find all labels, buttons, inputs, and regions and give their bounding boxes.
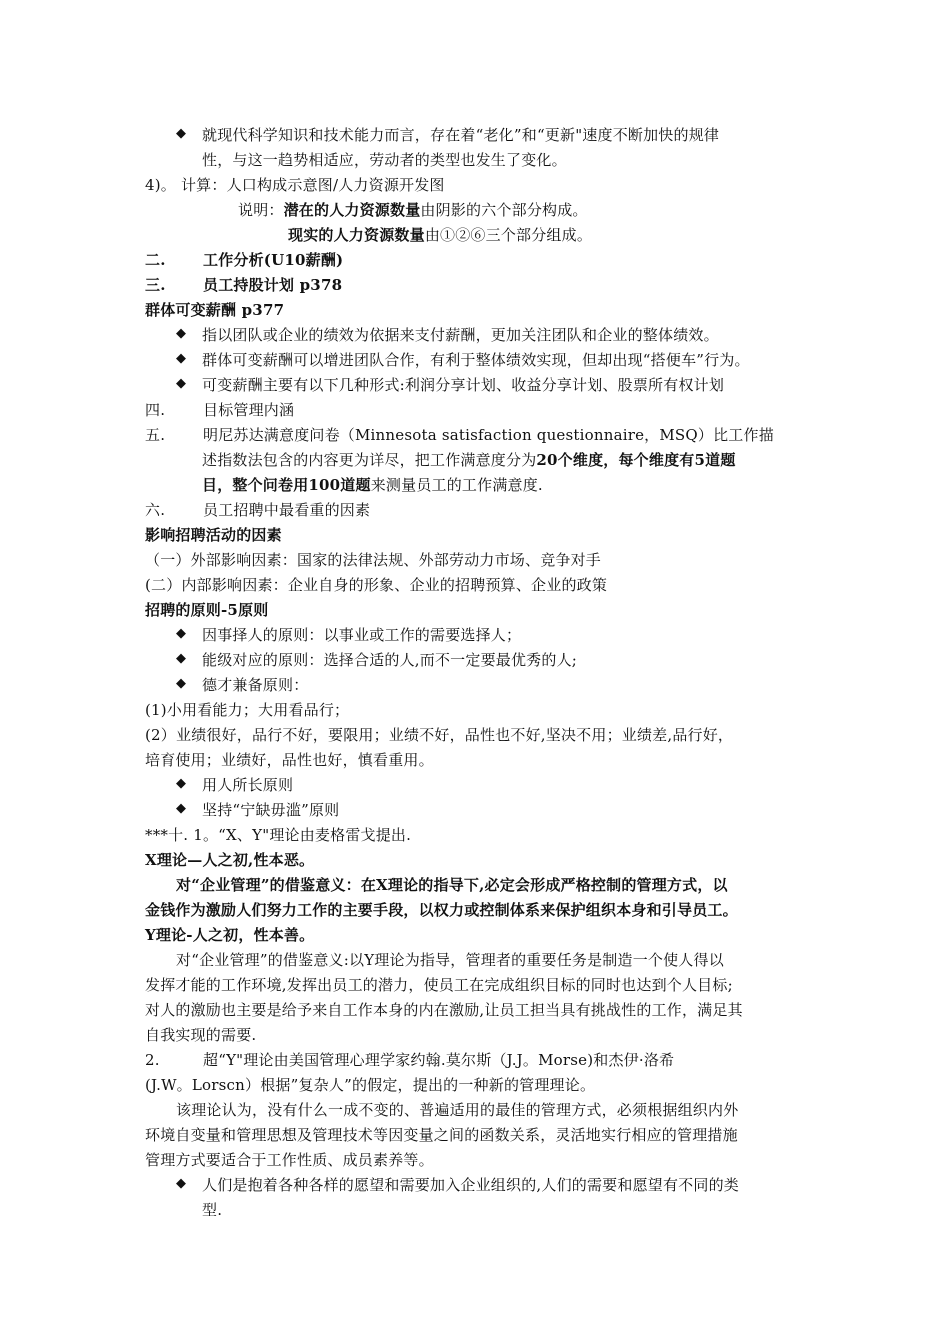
text-line: 能级对应的原则：选择合适的人,而不一定要最优秀的人; (202, 651, 578, 669)
note-line (238, 199, 588, 221)
text-line: 用人所长原则 (202, 776, 294, 794)
section-title: 员工招聘中最看重的因素 (203, 501, 371, 519)
paragraph-line: 自我实现的需要. (145, 1026, 257, 1044)
text-line: 人们是抱着各种各样的愿望和需要加入企业组织的,人们的需要和愿望有不同的类 (202, 1176, 739, 1194)
diamond-bullet-icon: ◆ (176, 626, 186, 641)
text-line: 型. (202, 1201, 223, 1219)
section-number: 三. (145, 276, 166, 294)
diamond-bullet-icon: ◆ (176, 776, 186, 791)
text-line (202, 474, 543, 496)
section-heading (145, 499, 370, 521)
text-line: (二）内部影响因素：企业自身的形象、企业的招聘预算、企业的政策 (145, 576, 608, 594)
text-line (202, 449, 736, 471)
bold-term: 现实的人力资源数量 (288, 226, 425, 244)
text-line: 性，与这一趋势相适应，劳动者的类型也发生了变化。 (202, 151, 567, 169)
section-title: 员工持股计划 p378 (203, 276, 343, 294)
text-line: 因事择人的原则：以事业或工作的需要选择人； (202, 626, 522, 644)
paragraph-line: 发挥才能的工作环境,发挥出员工的潜力，使员工在完成组织目标的同时也达到个人目标; (145, 976, 733, 994)
text-line: (2）业绩很好，品行不好，要限用；业绩不好，品性也不好,坚决不用；业绩差,品行好， (145, 726, 734, 744)
bold-term: 20个维度，每个维度有5道题 (536, 451, 736, 469)
section-title: 工作分析(U10薪酬) (203, 251, 344, 269)
subheading: 影响招聘活动的因素 (145, 526, 282, 544)
text-line: 培育使用；业绩好，品性也好，慎看重用。 (145, 751, 434, 769)
text-line: 群体可变薪酬可以增进团队合作，有利于整体绩效实现，但却出现“搭便车”行为。 (202, 351, 750, 369)
section-heading (145, 1049, 674, 1071)
note-text: 由①②⑥三个部分组成。 (424, 226, 593, 244)
section-heading (145, 424, 774, 446)
diamond-bullet-icon: ◆ (176, 326, 186, 341)
subheading: 群体可变薪酬 p377 (145, 301, 285, 319)
section-title: 目标管理内涵 (203, 401, 295, 419)
diamond-bullet-icon: ◆ (176, 376, 186, 391)
section-title: 明尼苏达满意度问卷（Minnesota satisfaction questionnaire，MSQ）比工作描 (203, 426, 774, 444)
bold-paragraph-line: 对“企业管理”的借鉴意义：在X理论的指导下,必定会形成严格控制的管理方式，以 (176, 876, 728, 894)
text-line: （一）外部影响因素：国家的法律法规、外部劳动力市场、竞争对手 (145, 551, 602, 569)
subheading: X理论—人之初,性本恶。 (145, 851, 315, 869)
text-span: 述指数法包含的内容更为详尽，把工作满意度分为 (202, 451, 537, 469)
text-span: 来测量员工的工作满意度. (370, 476, 543, 494)
paragraph-line: 环境自变量和管理思想及管理技术等因变量之间的函数关系，灵活地实行相应的管理措施 (145, 1126, 738, 1144)
paragraph-line: 管理方式要适合于工作性质、成员素养等。 (145, 1151, 434, 1169)
text-line: 可变薪酬主要有以下几种形式:利润分享计划、收益分享计划、股票所有权计划 (202, 376, 725, 394)
paragraph-line: 对人的激励也主要是给予来自工作本身的内在激励,让员工担当具有挑战性的工作，满足其 (145, 1001, 743, 1019)
note-line (288, 224, 592, 246)
bold-term: 潜在的人力资源数量 (283, 201, 421, 219)
subheading: Y理论-人之初，性本善。 (145, 926, 315, 944)
section-number: 五. (145, 426, 166, 444)
section-number: 六. (145, 501, 166, 519)
section-number: 四. (145, 401, 166, 419)
diamond-bullet-icon: ◆ (176, 676, 186, 691)
text-line: ***十. 1。“X、Y"理论由麦格雷戈提出. (145, 826, 412, 844)
bold-term: 目，整个问卷用100道题 (202, 476, 371, 494)
text-line: 坚持“宁缺毋滥”原则 (202, 801, 340, 819)
diamond-bullet-icon: ◆ (176, 1176, 186, 1191)
section-heading (145, 249, 343, 271)
diamond-bullet-icon: ◆ (176, 801, 186, 816)
diamond-bullet-icon: ◆ (176, 126, 186, 141)
text-line: 就现代科学知识和技术能力而言，存在着“老化”和“更新"速度不断加快的规律 (202, 126, 720, 144)
section-number: 二. (145, 251, 166, 269)
note-label: 说明： (238, 201, 284, 219)
text-line: (1)小用看能力；大用看品行； (145, 701, 350, 719)
bold-paragraph-line: 金钱作为激励人们努力工作的主要手段，以权力或控制体系来保护组织本身和引导员工。 (145, 901, 738, 919)
note-text: 由阴影的六个部分构成。 (420, 201, 588, 219)
section-heading (145, 399, 294, 421)
diamond-bullet-icon: ◆ (176, 651, 186, 666)
diamond-bullet-icon: ◆ (176, 351, 186, 366)
paragraph-line: (J.W。Lorscn）根据”复杂人”的假定，提出的一种新的管理理论。 (145, 1076, 596, 1094)
text-line: 指以团队或企业的绩效为依据来支付薪酬，更加关注团队和企业的整体绩效。 (202, 326, 719, 344)
section-title: 超“Y"理论由美国管理心理学家约翰.莫尔斯（J.J。Morse)和杰伊·洛希 (203, 1051, 675, 1069)
text-line: 4)。 计算：人口构成示意图/人力资源开发图 (145, 176, 445, 194)
paragraph-line: 对“企业管理”的借鉴意义:以Y理论为指导，管理者的重要任务是制造一个使人得以 (176, 951, 724, 969)
text-line: 德才兼备原则： (202, 676, 309, 694)
section-number: 2. (145, 1051, 160, 1069)
subheading: 招聘的原则-5原则 (145, 601, 269, 619)
section-heading (145, 274, 342, 296)
paragraph-line: 该理论认为，没有什么一成不变的、普遍适用的最佳的管理方式，必须根据组织内外 (176, 1101, 739, 1119)
